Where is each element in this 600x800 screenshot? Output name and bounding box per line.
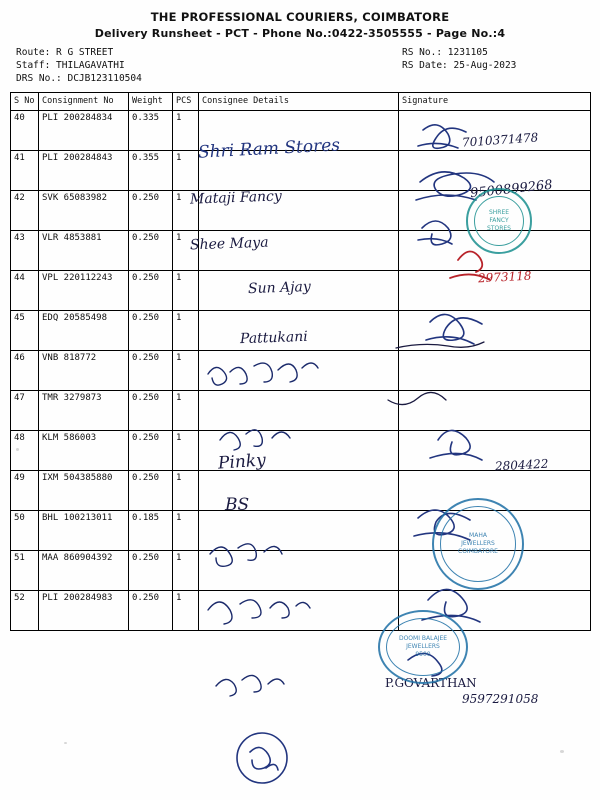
cell-sno: 43 [11,231,39,271]
col-header-consignment-no: Consignment No [39,93,129,111]
stamp-line-3: STORES [487,225,511,232]
route-line: Route: R G STREET [16,47,114,58]
cell-signature [399,551,591,591]
handwritten-consignee-pattukani: Pattukani [239,328,308,348]
cell-sno: 49 [11,471,39,511]
cell-consignment-no: SVK 65083982 [39,191,129,231]
cell-weight: 0.250 [129,191,173,231]
cell-pcs: 1 [173,311,199,351]
cell-signature [399,191,591,231]
table-row [11,311,591,351]
cell-weight: 0.250 [129,271,173,311]
cell-pcs: 1 [173,511,199,551]
rs-no-line: RS No.: 1231105 [402,47,488,58]
cell-consignee [199,111,399,151]
cell-pcs: 1 [173,111,199,151]
cell-pcs: 1 [173,551,199,591]
cell-sno: 44 [11,271,39,311]
cell-weight: 0.250 [129,431,173,471]
handwritten-phone-2973118: 2973118 [477,268,532,286]
cell-weight: 0.250 [129,231,173,271]
col-header-consignee-details: Consignee Details [199,93,399,111]
cell-weight: 0.185 [129,511,173,551]
cell-sno: 46 [11,351,39,391]
handwritten-consignee-shee-maya: Shee Maya [189,234,269,254]
cell-signature [399,511,591,551]
cell-sno: 40 [11,111,39,151]
col-header-signature: Signature [399,93,591,111]
cell-sno: 45 [11,311,39,351]
cell-pcs: 1 [173,471,199,511]
cell-consignee [199,351,399,391]
table-header-row [11,93,591,111]
rs-date-line: RS Date: 25-Aug-2023 [402,60,517,71]
cell-consignment-no: VLR 4853881 [39,231,129,271]
cell-signature [399,268,591,311]
scan-speck [64,742,67,744]
cell-consignment-no: TMR 3279873 [39,391,129,431]
col-header-weight: Weight [129,93,173,111]
cell-pcs: 1 [173,431,199,471]
col-header-sno: S No [11,93,39,111]
cell-consignee [199,271,399,311]
cell-pcs: 1 [173,351,199,391]
stamp-line-3: 9500 [415,651,431,658]
cell-consignee [199,311,399,351]
table-row [11,351,591,391]
cell-consignee [199,431,399,474]
cell-pcs: 1 [173,191,199,231]
footer-doodle-scribble [232,728,292,788]
cell-consignment-no: KLM 586003 [39,431,129,471]
cell-consignee [199,231,399,271]
cell-consignment-no: MAA 860904392 [39,551,129,591]
handwritten-consignee-mataji-fancy: Mataji Fancy [189,188,283,208]
cell-pcs: 1 [173,591,199,631]
cell-consignment-no: PLI 200284983 [39,591,129,631]
cell-signature [399,231,591,271]
staff-line: Staff: THILAGAVATHI [16,60,125,71]
table-row [11,511,591,551]
page-subtitle: Delivery Runsheet - PCT - Phone No.:0422-3505555 - Page No.:4 [94,27,506,40]
handwritten-consignee-bs: BS [225,495,250,515]
scan-speck [16,448,19,451]
cell-consignment-no: VNB 818772 [39,351,129,391]
cell-pcs: 1 [173,151,199,191]
cell-consignment-no: EDQ 20585498 [39,311,129,351]
handwritten-phone-9597291058: 9597291058 [462,692,539,706]
handwritten-consignee-shri-ram-stores: Shri Ram Stores [197,135,341,163]
stamp-line-2: JEWELLERS [406,643,440,650]
page-title: THE PROFESSIONAL COURIERS, COIMBATORE [150,10,450,24]
cell-sno: 52 [11,591,39,631]
cell-consignment-no: PLI 200284843 [39,151,129,191]
cell-sno: 41 [11,151,39,191]
table-row [11,471,591,511]
handwritten-phone-7010371478: 7010371478 [461,130,539,150]
drs-no-line: DRS No.: DCJB123110504 [16,73,142,84]
cell-sno: 42 [11,191,39,231]
stamp-text [384,635,461,659]
scan-speck [560,750,564,753]
cell-signature [399,311,591,351]
runsheet-table [10,92,591,631]
stamp-line-1: MAHA [469,532,487,539]
document-meta [10,46,590,88]
cell-pcs: 1 [173,231,199,271]
cell-weight: 0.250 [129,591,173,631]
cell-sno: 51 [11,551,39,591]
cell-consignee [199,471,399,511]
cell-consignee [199,391,399,431]
table-body [11,111,591,631]
stamp-line-2: JEWELLERS [461,540,495,547]
cell-weight: 0.355 [129,151,173,191]
cell-signature [399,351,591,391]
stamp-line-1: DOOMI BALAJEE [398,635,448,642]
table-row [11,271,591,311]
cell-signature [399,591,591,631]
col-header-pcs: PCS [173,93,199,111]
cell-sno: 47 [11,391,39,431]
cell-consignment-no: IXM 504385880 [39,471,129,511]
cell-consignment-no: BHL 100213011 [39,511,129,551]
cell-weight: 0.250 [129,391,173,431]
table-row [11,391,591,431]
cell-sno: 50 [11,511,39,551]
cell-consignee [199,591,399,631]
table-row [11,431,591,471]
stamp-line-2: FANCY [489,217,509,224]
cell-weight: 0.250 [129,471,173,511]
handwritten-name-govarthan: P.GOVARTHAN [385,676,477,690]
cell-sno: 48 [11,431,39,471]
stamp-line-1: SHREE [488,209,510,216]
table-row [11,551,591,591]
handwritten-consignee-pinky: Pinky [217,450,267,474]
cell-signature [399,111,591,151]
cell-consignee [199,511,399,551]
handwritten-consignee-sun-ajay: Sun Ajay [247,278,312,298]
meta-left-block [16,46,142,85]
table-row [11,191,591,231]
table-row [11,111,591,151]
cell-consignment-no: PLI 200284834 [39,111,129,151]
cell-weight: 0.250 [129,551,173,591]
cell-consignee [199,551,399,591]
cell-pcs: 1 [173,271,199,311]
stamp-line-3: COIMBATORE [458,548,498,555]
cell-consignment-no: VPL 220112243 [39,271,129,311]
cell-consignee [199,151,399,191]
table-row [11,151,591,191]
cell-signature [399,431,591,471]
table-row [11,231,591,271]
cell-consignee [199,191,399,231]
handwritten-phone-2804422: 2804422 [494,456,549,474]
meta-right-block [402,46,516,72]
cell-signature [399,391,591,431]
cell-weight: 0.250 [129,311,173,351]
cell-signature [399,471,591,511]
handwritten-phone-9500899268: 9500899268 [469,177,554,202]
table-row [11,591,591,631]
cell-weight: 0.335 [129,111,173,151]
cell-pcs: 1 [173,391,199,431]
cell-signature [399,151,591,191]
cell-weight: 0.250 [129,351,173,391]
